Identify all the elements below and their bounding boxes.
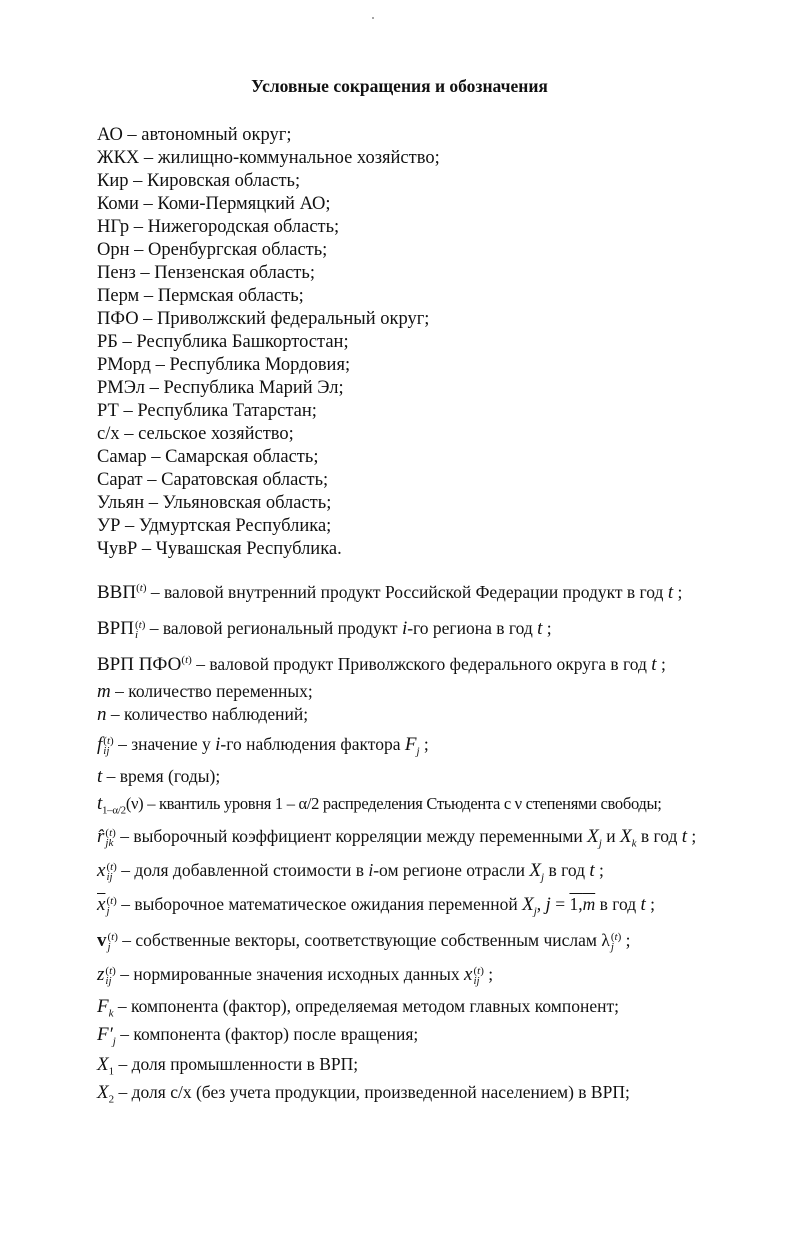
list-item: с/х – сельское хозяйство; [97, 424, 294, 444]
notation-quantile: $t_{1-\alpha/2}(\nu)$ – квантиль уровня 1 – α/2 распределения Стьюдента с ν степенями свободы; [97, 793, 662, 817]
list-item: РМЭл – Республика Марий Эл; [97, 378, 344, 398]
list-item: РТ – Республика Татарстан; [97, 401, 317, 421]
notation-vrp: ВРП (t) i – валовой региональный продукт i-го региона в год t ; [97, 618, 552, 641]
list-item: Пенз – Пензенская область; [97, 263, 315, 283]
list-item: Орн – Оренбургская область; [97, 240, 328, 260]
notation-n: n – количество наблюдений; [97, 704, 309, 725]
list-item: НГр – Нижегородская область; [97, 217, 340, 237]
list-item: Сарат – Саратовская область; [97, 470, 329, 490]
list-item: Перм – Пермская область; [97, 286, 304, 306]
notation-x: x (t) ij – доля добавленной стоимости в i-ом регионе отрасли $X_j$ в год t ; [97, 860, 604, 884]
notation-t: t – время (годы); [97, 766, 221, 787]
notation-xbar: $\overline{x}$ (t) j – выборочное математическое ожидания переменной $X_j$, j = 1,m в год t ; [97, 894, 656, 918]
list-item: АО – автономный округ; [97, 125, 292, 145]
list-item: ПФО – Приволжский федеральный округ; [97, 309, 430, 329]
notation-v: v (t) j – собственные векторы, соответствующие собственным числам λ (t) j ; [97, 930, 631, 953]
notation-vvp: ВВП$^{(t)}$ – валовой внутренний продукт Российской Федерации продукт в год t ; [97, 582, 683, 603]
notation-m: m – количество переменных; [97, 681, 313, 702]
notation-x1: $X_1$ – доля промышленности в ВРП; [97, 1054, 359, 1078]
notation-fj: $F'_j$ – компонента (фактор) после вращения; [97, 1024, 419, 1048]
notation-x2: $X_2$ – доля с/х (без учета продукции, произведенной населением) в ВРП; [97, 1082, 630, 1106]
notation-z: z (t) ij – нормированные значения исходных данных x (t) ij ; [97, 964, 494, 987]
list-item: Ульян – Ульяновская область; [97, 493, 332, 513]
page-title: Условные сокращения и обозначения [251, 76, 548, 96]
list-item: РБ – Республика Башкортостан; [97, 332, 349, 352]
list-item: Коми – Коми-Пермяцкий АО; [97, 194, 331, 214]
list-item: ЧувР – Чувашская Республика. [97, 539, 342, 559]
notation-r: r̂ (t) jk – выборочный коэффициент корреляции между переменными $X_j$ и $X_k$ в год t ; [97, 826, 697, 850]
abbreviation-list [97, 124, 777, 561]
list-item: ЖКХ – жилищно-коммунальное хозяйство; [97, 148, 440, 168]
list-item: РМорд – Республика Мордовия; [97, 355, 351, 375]
notation-vrp-pfo: ВРП ПФО$^{(t)}$ – валовой продукт Приволжского федерального округа в год t ; [97, 654, 666, 675]
list-item: Самар – Самарская область; [97, 447, 319, 467]
list-item: Кир – Кировская область; [97, 171, 301, 191]
list-item: УР – Удмуртская Республика; [97, 516, 332, 536]
scan-speck [372, 17, 374, 19]
notation-f: f (t) ij – значение у i-го наблюдения фактора $F_j$ ; [97, 734, 429, 758]
notation-fk: $F_k$ – компонента (фактор), определяемая методом главных компонент; [97, 996, 619, 1020]
